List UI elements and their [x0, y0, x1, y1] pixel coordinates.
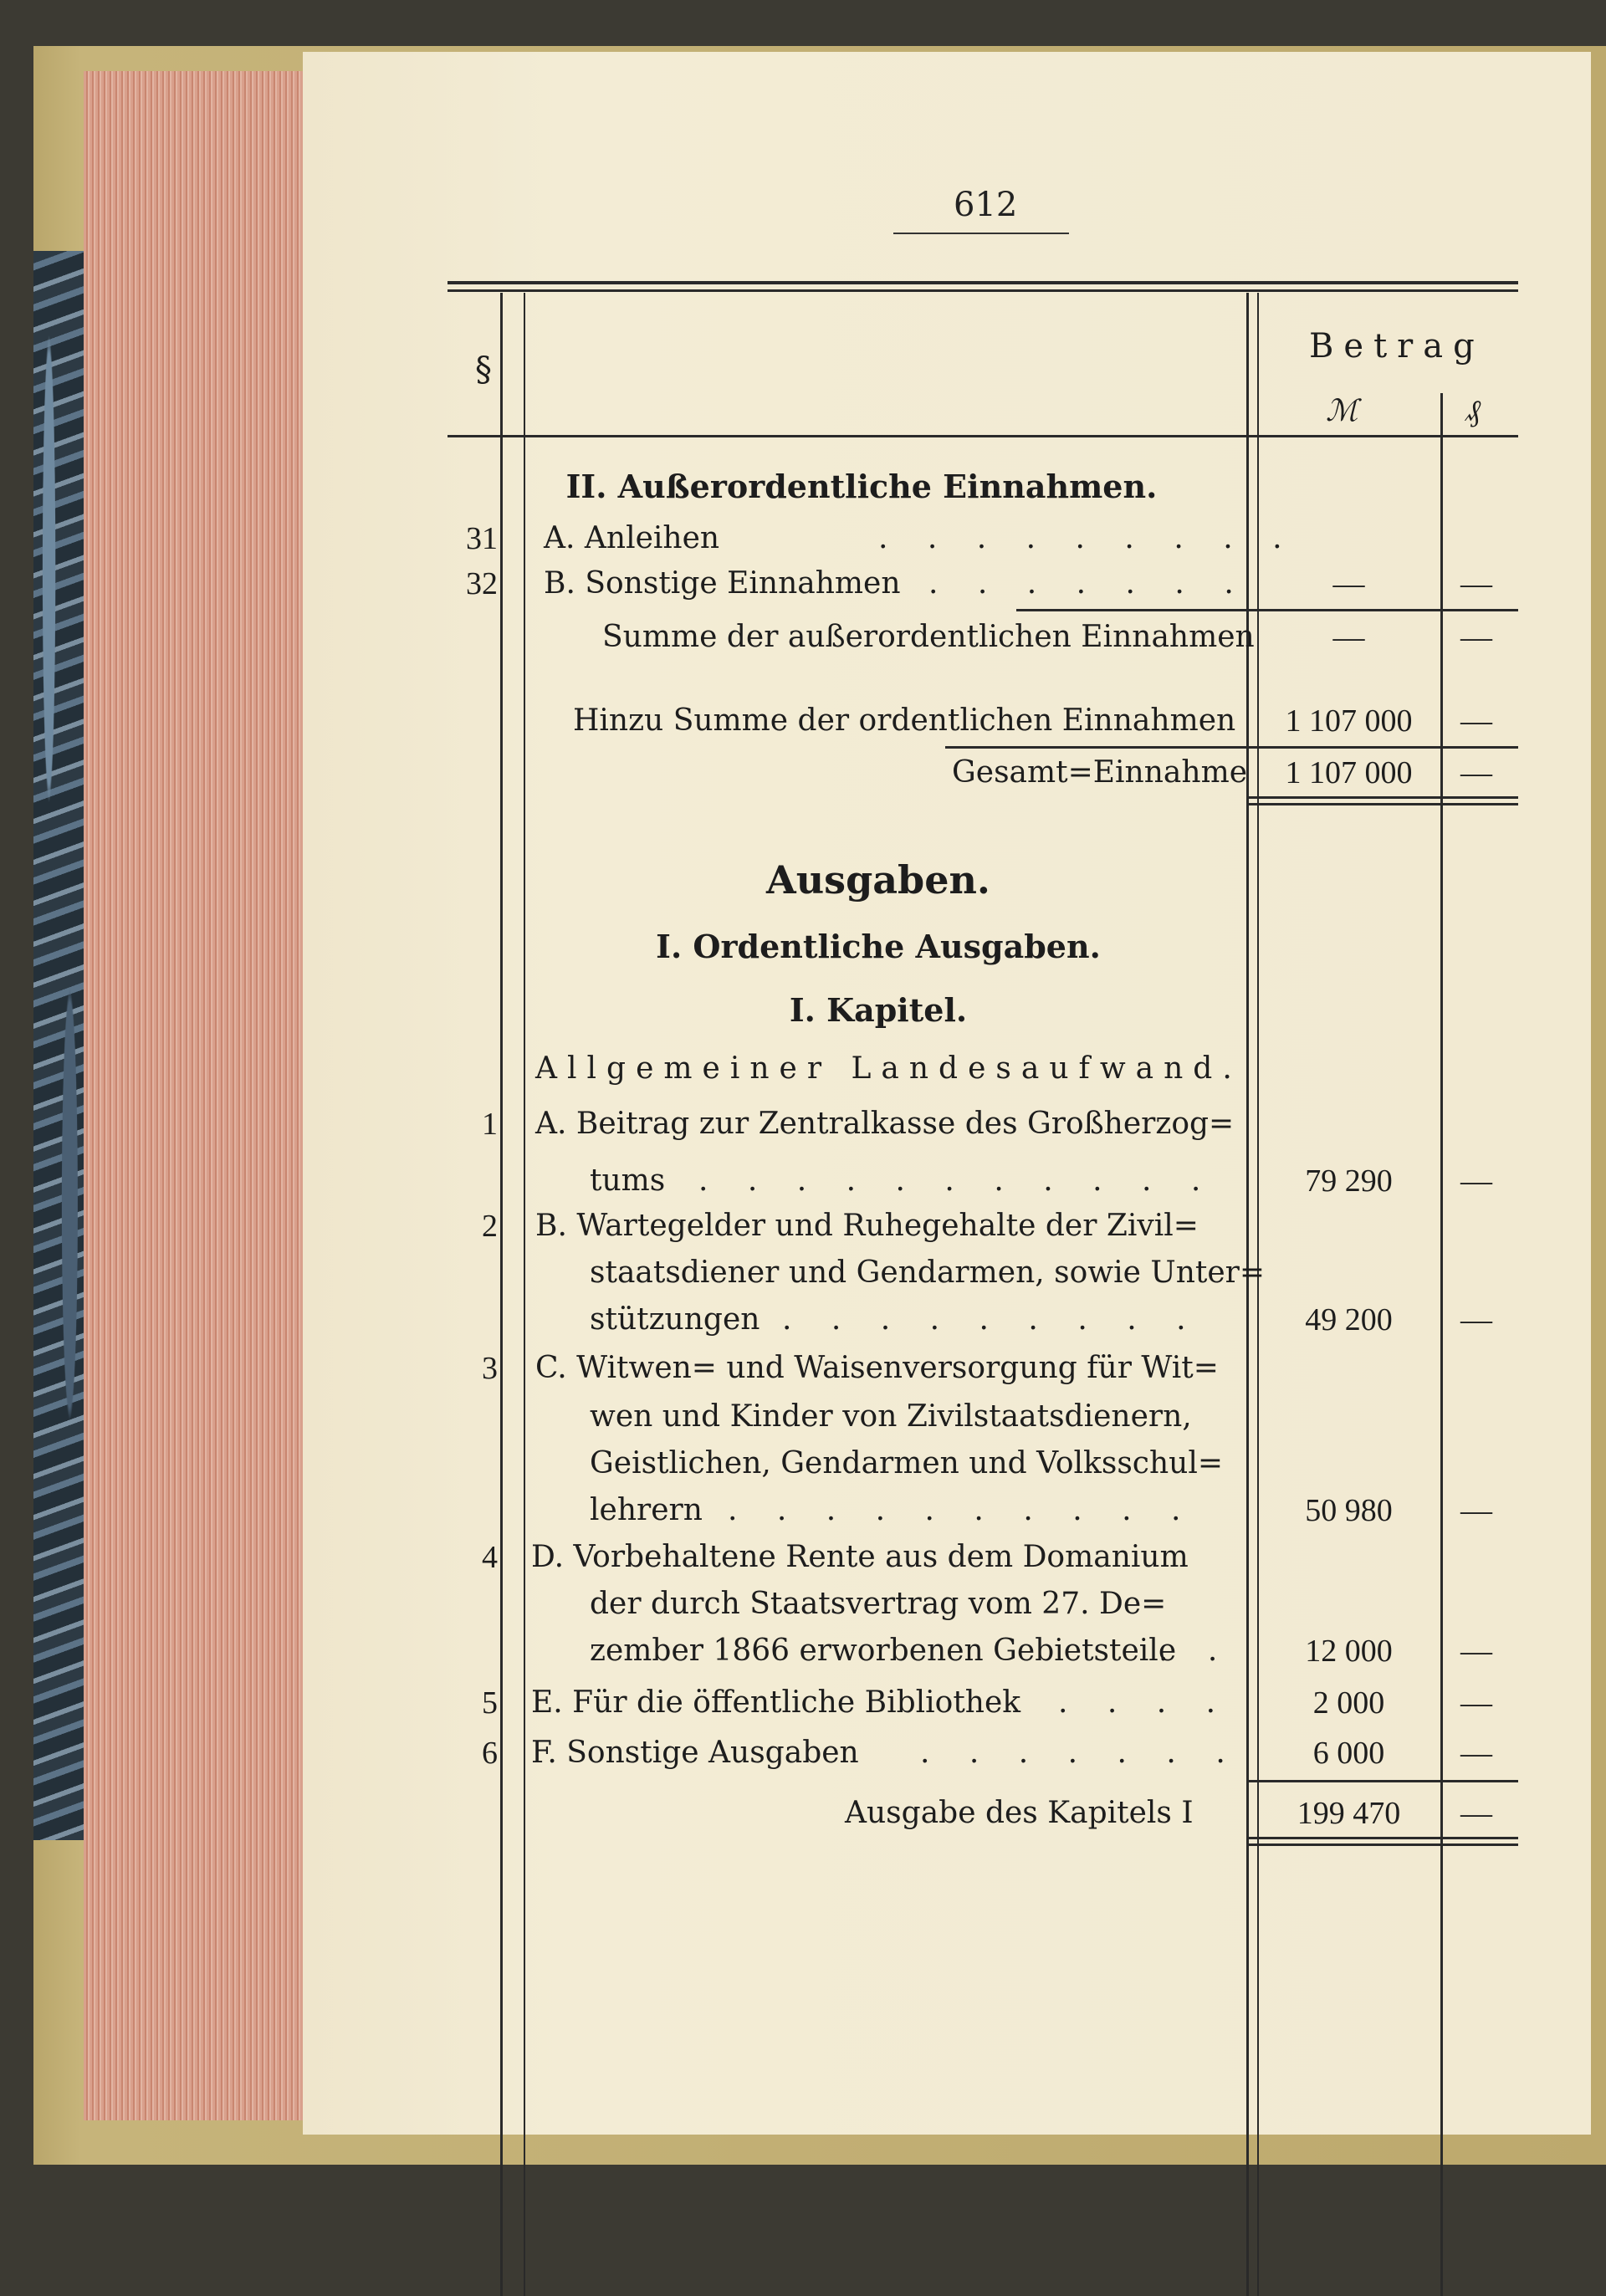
row-4-line-3: zember 1866 erworbenen Gebietsteile	[590, 1634, 1177, 1668]
page-number-rule	[893, 233, 1069, 234]
row-6-dots: . . . . . . .	[920, 1736, 1240, 1770]
mark-header: ℳ	[1326, 394, 1358, 428]
chapter-total-pf: —	[1460, 1796, 1492, 1831]
row-4-pf: —	[1460, 1634, 1492, 1669]
row-3-line-3: Geistlichen, Gendarmen und Volksschul=	[590, 1446, 1224, 1480]
page-edges	[84, 71, 313, 2120]
row-number-6: 6	[482, 1736, 498, 1771]
row-2-line-1: B. Wartegelder und Ruhegehalte der Zivil=	[535, 1209, 1199, 1243]
row-2-line-3: stützungen	[590, 1302, 760, 1337]
table-top-rule	[448, 281, 1518, 284]
row-label-31: A. Anleihen	[544, 521, 720, 555]
chapter-total-amount: 199 470	[1297, 1796, 1401, 1831]
row-1-dots: . . . . . . . . . . .	[698, 1163, 1216, 1198]
row-number-4: 4	[482, 1540, 498, 1575]
row-3-line-1: C. Witwen= und Waisenversorgung für Wit=	[535, 1351, 1219, 1385]
income-subtotal-rule	[1016, 609, 1518, 611]
row-1-pf: —	[1460, 1163, 1492, 1199]
row-1-line-1: A. Beitrag zur Zentralkasse des Großherzog=	[535, 1107, 1235, 1141]
amount-header: Betrag	[1309, 327, 1485, 366]
row-pf-32: —	[1460, 566, 1492, 601]
row-4-line-2: der durch Staatsvertrag vom 27. De=	[590, 1587, 1167, 1621]
ordinary-income-amount: 1 107 000	[1285, 703, 1413, 739]
row-2-pf: —	[1460, 1302, 1492, 1337]
row-2-dots: . . . . . . . . .	[782, 1302, 1201, 1337]
chapter-subject: Allgemeiner Landesaufwand.	[535, 1051, 1242, 1086]
row-number-32: 32	[466, 566, 498, 601]
row-number-2: 2	[482, 1209, 498, 1244]
income-sum-label: Summe der außerordentlichen Einnahmen	[602, 620, 1255, 654]
row-6-line-1: F. Sonstige Ausgaben	[531, 1736, 859, 1770]
income-sum-pf: —	[1460, 620, 1492, 655]
page-number: 612	[954, 186, 1018, 224]
chapter-total-label: Ausgabe des Kapitels I	[845, 1796, 1194, 1830]
expense-section-title: Ausgaben.	[766, 857, 990, 903]
chapter-total-double-rule-2	[1246, 1843, 1518, 1846]
column-rule-1b	[524, 293, 525, 2296]
row-amount-32: —	[1332, 566, 1365, 601]
row-dots-32: . . . . . . .	[928, 566, 1249, 601]
ordinary-income-pf: —	[1460, 703, 1492, 739]
row-3-amount: 50 980	[1305, 1493, 1393, 1528]
total-income-amount: 1 107 000	[1285, 755, 1413, 790]
section-symbol-header: §	[475, 350, 492, 389]
row-5-pf: —	[1460, 1685, 1492, 1721]
chapter-title: I. Kapitel.	[789, 991, 968, 1029]
row-label-32: B. Sonstige Einnahmen	[544, 566, 901, 601]
row-4-amount: 12 000	[1305, 1634, 1393, 1669]
table-top-rule-2	[448, 289, 1518, 292]
row-dots-31: . . . . . . . . .	[878, 521, 1297, 555]
chapter-total-rule	[1246, 1780, 1518, 1782]
row-3-dots: . . . . . . . . . .	[728, 1493, 1196, 1527]
row-5-dots: . . . .	[1058, 1685, 1231, 1720]
row-5-amount: 2 000	[1312, 1685, 1385, 1721]
row-number-3: 3	[482, 1351, 498, 1386]
income-section-title: II. Außerordentliche Einnahmen.	[565, 468, 1158, 505]
row-6-pf: —	[1460, 1736, 1492, 1771]
total-income-pf: —	[1460, 755, 1492, 790]
ordinary-income-label: Hinzu Summe der ordentlichen Einnahmen	[573, 703, 1236, 738]
row-number-5: 5	[482, 1685, 498, 1721]
row-number-31: 31	[466, 521, 498, 556]
column-rule-1	[500, 293, 503, 2296]
total-income-label: Gesamt=Einnahme	[952, 755, 1248, 790]
marbled-cover-edge	[33, 251, 85, 1840]
row-2-amount: 49 200	[1305, 1302, 1393, 1337]
income-sum-amount: —	[1332, 620, 1365, 655]
row-2-line-2: staatsdiener und Gendarmen, sowie Unter=	[590, 1255, 1266, 1290]
row-3-line-2: wen und Kinder von Zivilstaatsdienern,	[590, 1399, 1192, 1434]
row-3-line-4: lehrern	[590, 1493, 703, 1527]
header-bottom-rule	[448, 435, 1518, 437]
row-1-amount: 79 290	[1305, 1163, 1393, 1199]
row-3-pf: —	[1460, 1493, 1492, 1528]
expense-subtitle: I. Ordentliche Ausgaben.	[656, 928, 1101, 965]
pfennig-header: ₰	[1465, 394, 1481, 428]
total-income-double-rule-1	[1246, 796, 1518, 799]
row-5-line-1: E. Für die öffentliche Bibliothek	[531, 1685, 1021, 1720]
total-income-rule	[945, 746, 1518, 749]
chapter-total-double-rule-1	[1246, 1837, 1518, 1839]
row-6-amount: 6 000	[1312, 1736, 1385, 1771]
row-4-dots: . .	[1158, 1634, 1233, 1668]
row-1-line-2: tums	[590, 1163, 666, 1198]
total-income-double-rule-2	[1246, 803, 1518, 805]
row-4-line-1: D. Vorbehaltene Rente aus dem Domanium	[531, 1540, 1189, 1574]
column-rule-3	[1440, 393, 1443, 2296]
row-number-1: 1	[482, 1107, 498, 1142]
